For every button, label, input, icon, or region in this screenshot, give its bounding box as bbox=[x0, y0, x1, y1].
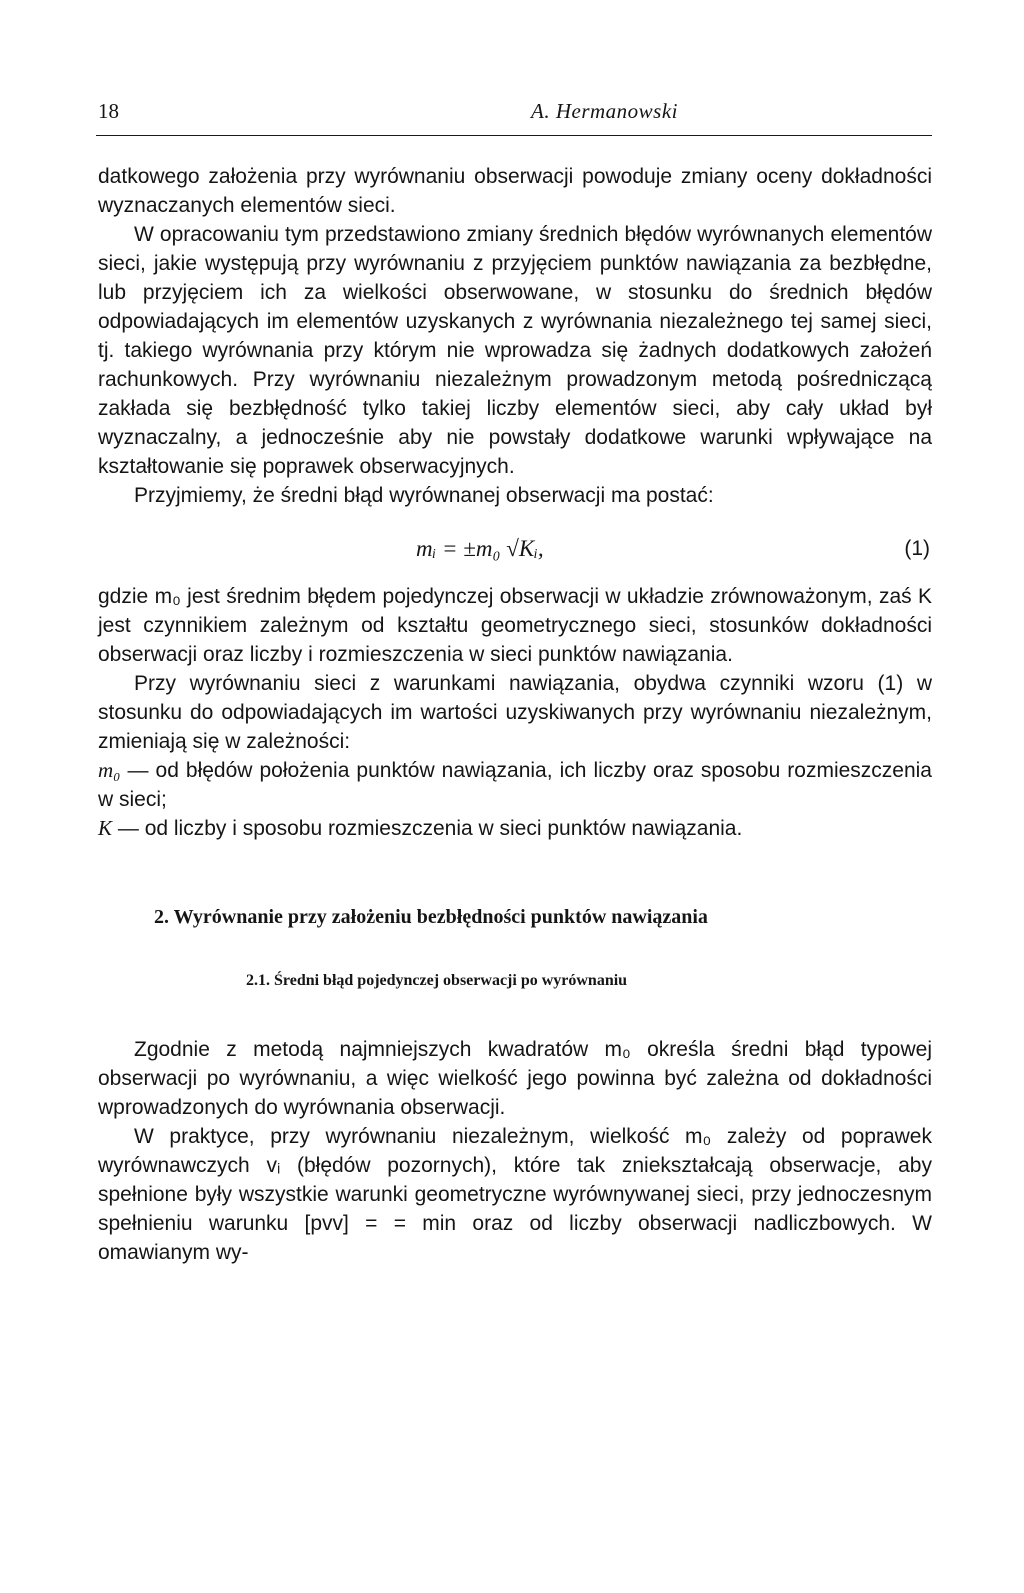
definition-text-k: — od liczby i sposobu rozmieszczenia w sieci punktów nawiązania. bbox=[117, 817, 743, 840]
paragraph-continuation: datkowego założenia przy wyrównaniu obserwacji powoduje zmiany oceny dokładności wyznaczanych elementów sieci. bbox=[98, 165, 932, 217]
paragraph-symbol-explanation: gdzie m₀ jest średnim błędem pojedynczej obserwacji w układzie zrównoważonym, zaś K jest czynnikiem zależnym od kształtu geometrycznego sieci, stosunków dokładności obserwacji oraz liczby i rozmieszczenia w sieci punktów nawiązania. bbox=[98, 585, 932, 666]
page-header bbox=[96, 99, 932, 136]
definition-item-k bbox=[98, 814, 932, 843]
running-title: A. Hermanowski bbox=[531, 99, 678, 123]
definition-text-m0: — od błędów położenia punktów nawiązania, ich liczby oraz sposobu rozmieszczenia w sieci; bbox=[98, 759, 932, 811]
page-number: 18 bbox=[98, 99, 119, 123]
paragraph-practice: W praktyce, przy wyrównaniu niezależnym, wielkość m₀ zależy od poprawek wyrównawczych vᵢ (błędów pozornych), które tak zniekształcają obserwacje, aby spełnione były wszystkie warunki geometryczne wyrównywanej sieci, przy jednoczesnym spełnieniu warunku [pvv] = = min oraz od liczby obserwacji nadliczbowych. W omawianym wy- bbox=[98, 1125, 932, 1264]
subsection-heading: 2.1. Średni błąd pojedynczej obserwacji po wyrównaniu bbox=[246, 972, 628, 989]
definition-item-m0 bbox=[98, 756, 932, 814]
equation-row bbox=[98, 524, 932, 576]
body-text bbox=[98, 162, 932, 1267]
definition-term-m0: m₀ bbox=[98, 758, 121, 782]
definition-term-k: K bbox=[98, 816, 113, 840]
paragraph-scope: W opracowaniu tym przedstawiono zmiany średnich błędów wyrównanych elementów sieci, jakie występują przy wyrównaniu z przyjęciem punktów nawiązania za bezbłędne, lub przyjęciem ich za wielkości obserwowane, w stosunku do średnich błędów odpowiadających im elementów uzyskanych z wyrównania niezależnego tej samej sieci, tj. takiego wyrównania przy którym nie wprowadza się żadnych dodatkowych założeń rachunkowych. Przy wyrównaniu niezależnym prowadzonym metodą pośredniczącą zakłada się bezbłędność tylko takiej liczby elementów sieci, aby cały układ był wyznaczalny, a jednocześnie aby nie powstały dodatkowe warunki wpływające na kształtowanie się poprawek obserwacyjnych. bbox=[98, 223, 932, 478]
section-heading: 2. Wyrównanie przy założeniu bezbłędności punktów nawiązania bbox=[154, 906, 708, 928]
paragraph-assumption: Przyjmiemy, że średni błąd wyrównanej obserwacji ma postać: bbox=[134, 484, 714, 507]
equation-formula: mᵢ = ±m₀ √Kᵢ, bbox=[416, 536, 544, 561]
paragraph-factors: Przy wyrównaniu sieci z warunkami nawiązania, obydwa czynniki wzoru (1) w stosunku do odpowiadających im wartości uzyskiwanych przy wyrównaniu niezależnym, zmieniają się w zależności: bbox=[98, 672, 932, 753]
paragraph-least-squares: Zgodnie z metodą najmniejszych kwadratów m₀ określa średni błąd typowej obserwacji po wyrównaniu, a więc wielkość jego powinna być zależna od dokładności wprowadzonych do wyrównania obserwacji. bbox=[98, 1038, 932, 1119]
equation-number: (1) bbox=[904, 537, 930, 560]
